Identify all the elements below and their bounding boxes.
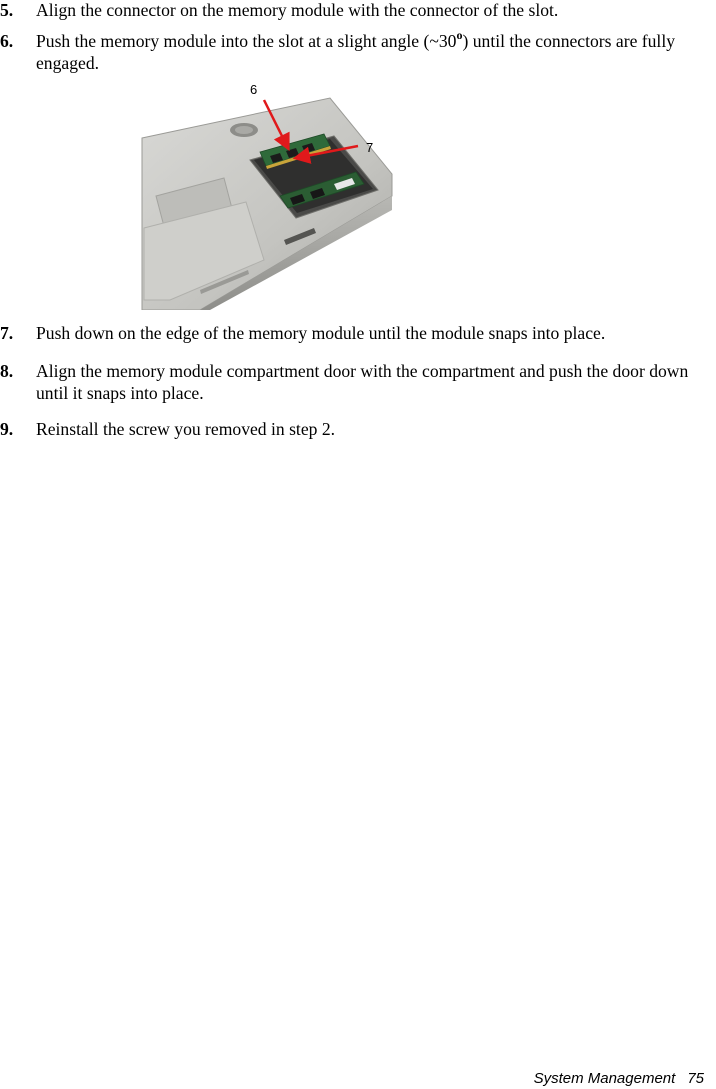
memory-module-install-figure <box>130 78 400 310</box>
step-number: 8. <box>0 361 14 381</box>
step-number: 9. <box>0 419 14 439</box>
step-text-before: Push the memory module into the slot at a slight angle (~30 <box>36 31 457 51</box>
step-text: Push down on the edge of the memory module until the module snaps into place. <box>36 323 606 343</box>
step-number: 5. <box>0 0 14 20</box>
callout-6-label: 6 <box>250 82 258 97</box>
page-number: 75 <box>687 1070 704 1087</box>
footer-section-title: System Management <box>533 1070 676 1087</box>
step-text: Align the connector on the memory module with the connector of the slot. <box>36 0 559 20</box>
step-number: 6. <box>0 31 14 51</box>
step-number: 7. <box>0 323 14 343</box>
step-text: Reinstall the screw you removed in step 2. <box>36 419 336 439</box>
page-footer <box>534 1070 704 1088</box>
step-text: Align the memory module compartment door with the compartment and push the door down until it snaps into place. <box>36 361 689 403</box>
callout-7-label: 7 <box>366 140 374 155</box>
step-text <box>36 30 712 74</box>
step-text-after: ) until the connectors are fully engaged. <box>36 31 676 73</box>
degree-symbol: o <box>456 28 463 43</box>
fan-vent-icon <box>230 123 258 137</box>
